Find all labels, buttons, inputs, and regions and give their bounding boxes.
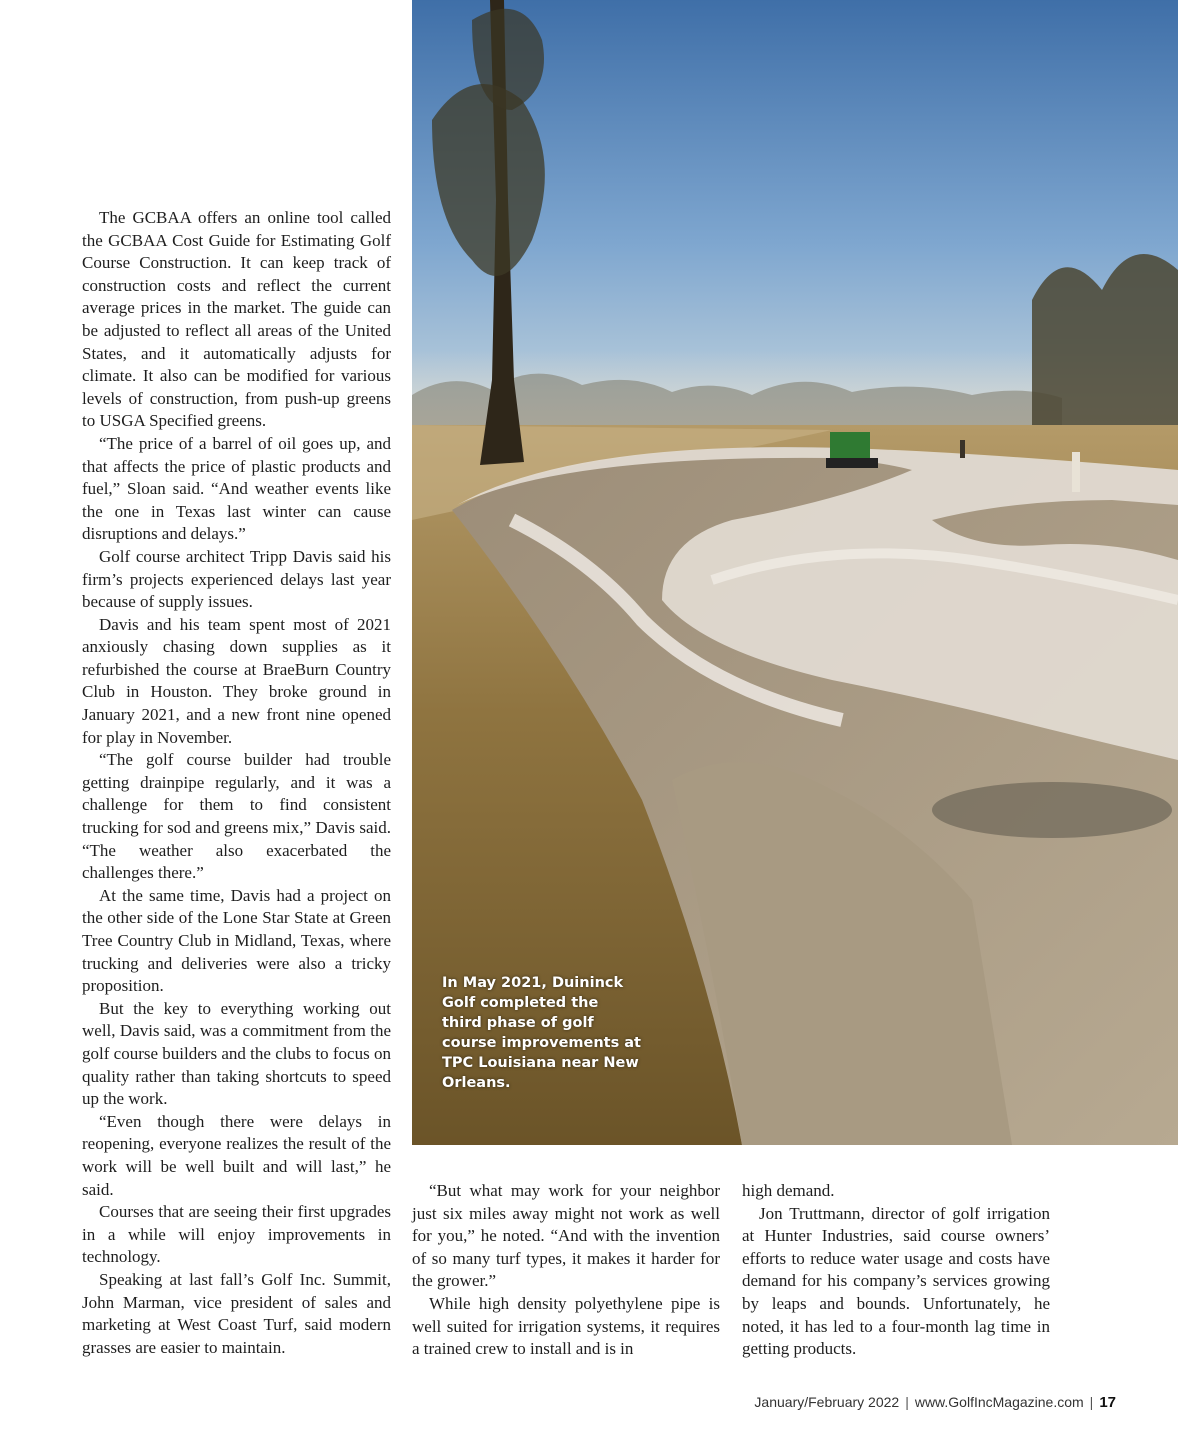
paragraph: At the same time, Davis had a project on the other side of the Lone Star State at Green Tree Country Club in Midland, Texas, where trucking and deliveries were also a tricky proposition.: [82, 885, 391, 996]
website-link[interactable]: www.GolfIncMagazine.com: [914, 1394, 1084, 1410]
paragraph: “The price of a barrel of oil goes up, and that affects the price of plastic products and fuel,” Sloan said. “And weather events like the one in Texas last winter can cause disruptions and delays.”: [82, 433, 391, 544]
divider: |: [1089, 1394, 1094, 1410]
page-footer: [754, 1394, 1116, 1411]
paragraph: The GCBAA offers an online tool called the GCBAA Cost Guide for Estimating Golf Course Construction. It can keep track of construction costs and reflect the current average prices in the market. The guide can be adjusted to reflect all areas of the United States, and it automatically adjusts for climate. It also can be modified for various levels of construction, from push-up greens to USGA Specified greens.: [82, 208, 391, 431]
left-text-column: [82, 207, 391, 1359]
photo-caption: In May 2021, Duininck Golf completed the third phase of golf course improvements at TPC Louisiana near New Orleans.: [442, 975, 641, 1091]
paragraph: Speaking at last fall’s Golf Inc. Summit, John Marman, vice president of sales and marketing at West Coast Turf, said modern grasses are easier to maintain.: [82, 1269, 391, 1357]
middle-text-column: [412, 1180, 720, 1361]
page-number: 17: [1099, 1394, 1116, 1411]
paragraph: high demand.: [742, 1181, 835, 1200]
paragraph: “Even though there were delays in reopening, everyone realizes the result of the work will be well built and will last,” he said.: [82, 1111, 391, 1199]
paragraph: “But what may work for your neighbor just six miles away might not work as well for you,” he noted. “And with the invention of so many turf types, it makes it harder for the grower.”: [412, 1181, 720, 1291]
right-text-column: [742, 1180, 1050, 1361]
divider: |: [905, 1394, 909, 1410]
paragraph: Golf course architect Tripp Davis said his firm’s projects experienced delays last year because of supply issues.: [82, 546, 391, 612]
paragraph: Jon Truttmann, director of golf irrigation at Hunter Industries, said course owners’ efforts to reduce water usage and costs have demand for his company’s services growing by leaps and bounds. Unfortunately, he noted, it has led to a four-month lag time in getting products.: [742, 1203, 1050, 1359]
paragraph: “The golf course builder had trouble getting drainpipe regularly, and it was a challenge for them to find consistent trucking for sod and greens mix,” Davis said. “The weather also exacerbated the challenges there.”: [82, 750, 391, 883]
issue-date: January/February 2022: [754, 1394, 900, 1410]
paragraph: But the key to everything working out well, Davis said, was a commitment from the golf course builders and the clubs to focus on quality rather than taking shortcuts to speed up the work.: [82, 998, 391, 1109]
paragraph: Courses that are seeing their first upgrades in a while will enjoy improvements in technology.: [82, 1202, 391, 1267]
paragraph: Davis and his team spent most of 2021 anxiously chasing down supplies as it refurbished the course at BraeBurn Country Club in Houston. They broke ground in January 2021, and a new front nine opened for play in November.: [82, 614, 391, 747]
paragraph: While high density polyethylene pipe is well suited for irrigation systems, it requires a trained crew to install and is in: [412, 1293, 720, 1359]
